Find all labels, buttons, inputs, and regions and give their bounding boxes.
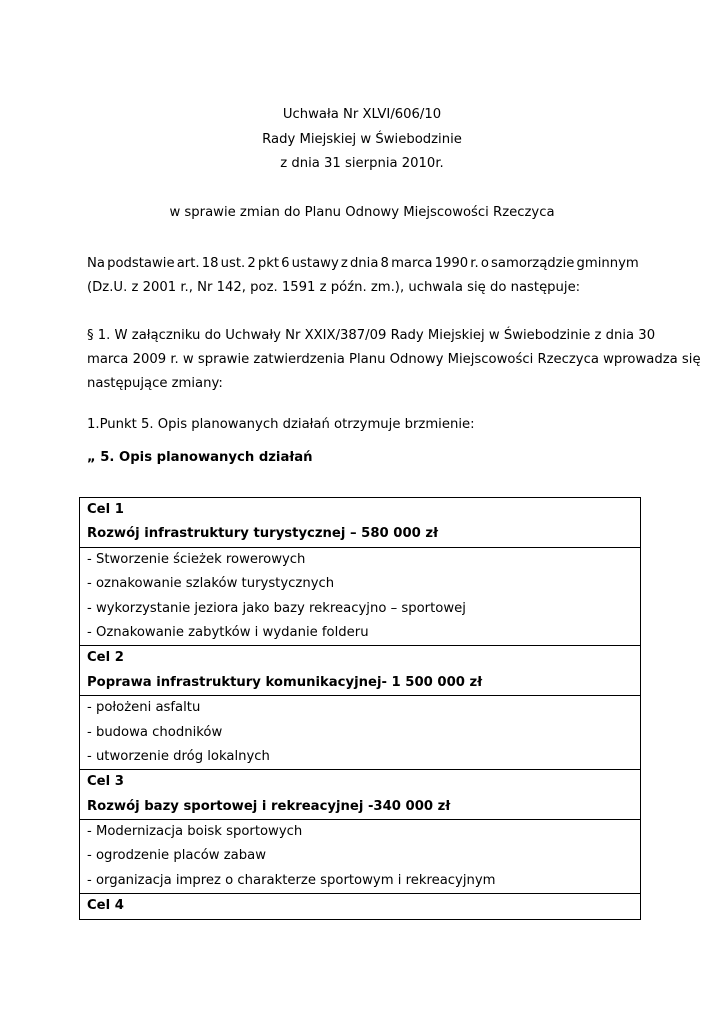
section-1-line-1: § 1. W załączniku do Uchwały Nr XXIX/387/09 Rady Miejskiej w Świebodzinie z dnia 30 [87, 328, 656, 343]
goal-item: - Modernizacja boisk sportowych [87, 824, 303, 840]
legal-basis-word: marca [391, 256, 433, 271]
goal-header-row [80, 498, 641, 548]
legal-basis-line-1 [87, 252, 639, 276]
legal-basis-word: Na [87, 256, 105, 271]
council-name: Rady Miejskiej w Świebodzinie [262, 132, 462, 147]
goal-title: Cel 1 [87, 502, 124, 517]
legal-basis-word: ust. [220, 256, 246, 271]
goal-item: - oznakowanie szlaków turystycznych [87, 576, 335, 592]
legal-basis-paragraph [87, 252, 639, 300]
resolution-subject: w sprawie zmian do Planu Odnowy Miejscowości Rzeczyca [169, 205, 555, 220]
goal-items-cell [80, 820, 641, 894]
section-1-paragraph [87, 324, 701, 396]
goal-title: Cel 2 [87, 650, 124, 666]
goal-items-row [80, 696, 641, 770]
goal-header-cell [80, 646, 641, 696]
legal-basis-word: 18 [201, 256, 219, 271]
resolution-number: Uchwała Nr XLVI/606/10 [282, 107, 442, 122]
goal-item: - ogrodzenie placów zabaw [87, 848, 266, 864]
legal-basis-word: 6 [281, 256, 290, 271]
goal-items-cell [80, 547, 641, 646]
goal-header-row [80, 894, 641, 919]
goals-table [79, 497, 641, 920]
legal-basis-word: o [480, 256, 489, 271]
goal-item: - wykorzystanie jeziora jako bazy rekreacyjno – sportowej [87, 600, 466, 616]
legal-basis-word: ustawy [291, 256, 339, 271]
legal-basis-word: 2 [247, 256, 256, 271]
goal-header-row [80, 646, 641, 696]
goal-item: - położeni asfaltu [87, 700, 201, 716]
goal-item: - Stworzenie ścieżek rowerowych [87, 551, 306, 567]
section-heading: „ 5. Opis planowanych działań [87, 450, 313, 465]
goal-header-cell [80, 498, 641, 548]
goal-item: - utworzenie dróg lokalnych [87, 748, 270, 764]
goal-heading: Rozwój bazy sportowej i rekreacyjnej -340 000 zł [87, 798, 451, 814]
legal-basis-word: r. [470, 256, 479, 271]
legal-basis-word: pkt [257, 256, 280, 271]
legal-basis-word: dnia [349, 256, 379, 271]
goal-items-cell [80, 696, 641, 770]
goal-item: - organizacja imprez o charakterze sportowym i rekreacyjnym [87, 872, 496, 888]
legal-basis-word: 1990 [434, 256, 469, 271]
goal-header-cell [80, 894, 641, 919]
legal-basis-word: art. [176, 256, 200, 271]
goal-header-cell [80, 770, 641, 820]
goal-heading: Poprawa infrastruktury komunikacyjnej- 1 500 000 zł [87, 674, 483, 690]
resolution-date: z dnia 31 sierpnia 2010r. [280, 156, 444, 171]
legal-basis-word: 8 [380, 256, 389, 271]
legal-basis-word: z [340, 256, 348, 271]
goal-item: - budowa chodników [87, 724, 223, 740]
section-1-line-3: następujące zmiany: [87, 376, 223, 391]
goal-items-row [80, 547, 641, 646]
legal-basis-line-2: (Dz.U. z 2001 r., Nr 142, poz. 1591 z późn. zm.), uchwala się do następuje: [87, 280, 581, 295]
section-1-line-2: marca 2009 r. w sprawie zatwierdzenia Planu Odnowy Miejscowości Rzeczyca wprowadza się [87, 352, 701, 367]
goal-item: - Oznakowanie zabytków i wydanie folderu [87, 624, 369, 640]
legal-basis-word: gminnym [576, 256, 639, 271]
legal-basis-word: podstawie [107, 256, 175, 271]
goal-heading: Rozwój infrastruktury turystycznej – 580 000 zł [87, 526, 438, 542]
goal-header-row [80, 770, 641, 820]
legal-basis-word: samorządzie [491, 256, 575, 271]
goal-items-row [80, 820, 641, 894]
point-text: 1.Punkt 5. Opis planowanych działań otrzymuje brzmienie: [87, 417, 475, 432]
goal-title: Cel 4 [87, 898, 124, 914]
goal-title: Cel 3 [87, 774, 124, 790]
